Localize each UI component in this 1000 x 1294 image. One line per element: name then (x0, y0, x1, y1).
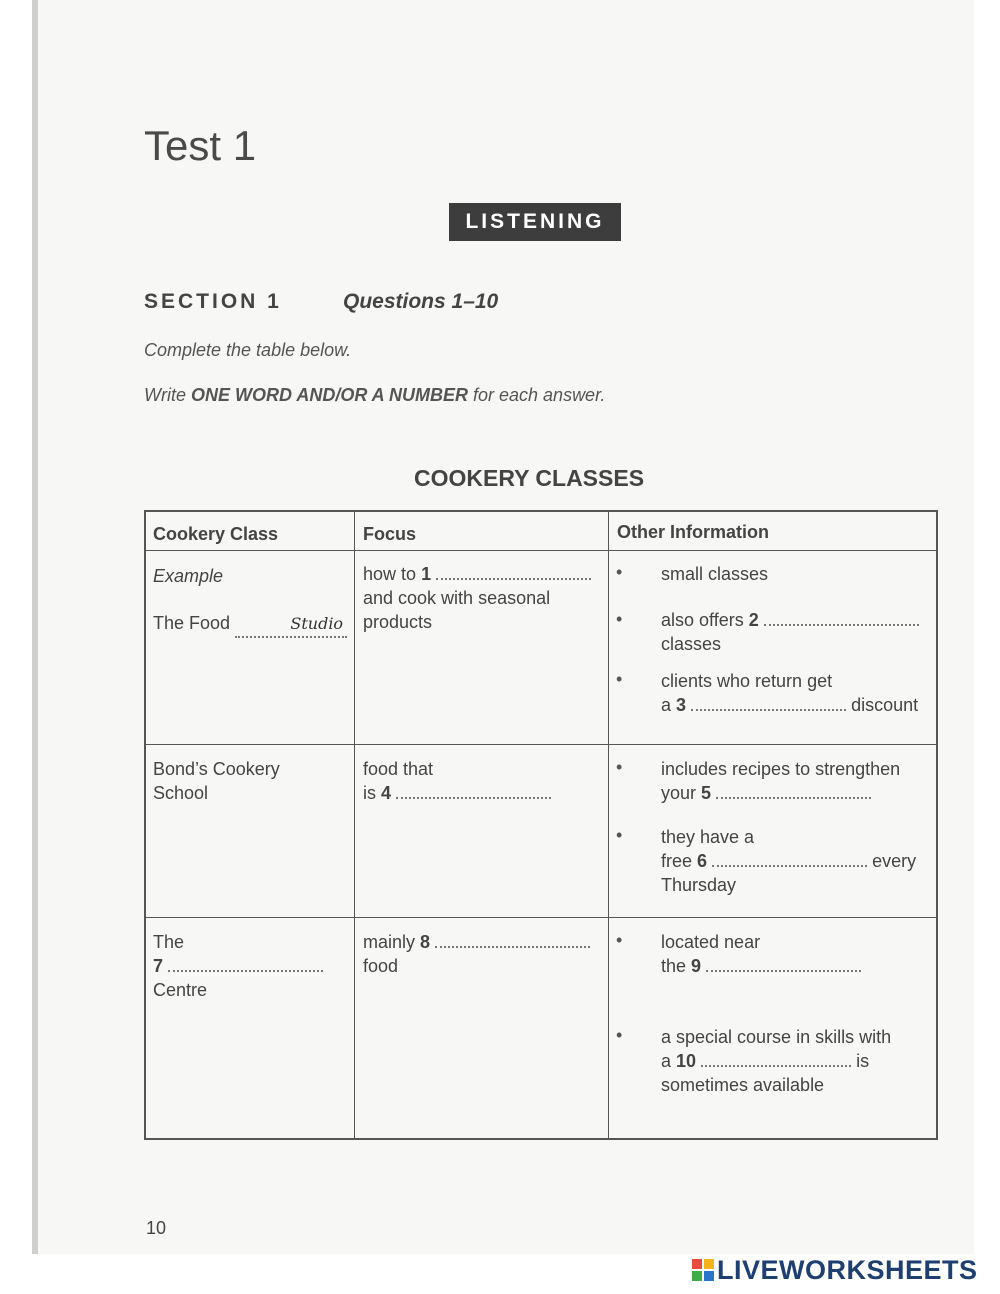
bullet: • (616, 562, 623, 582)
liveworksheets-logo (692, 1254, 978, 1286)
page-number: 10 (146, 1218, 167, 1238)
instruction-write: Write ONE WORD AND/OR A NUMBER for each answer. (144, 385, 606, 405)
answer-blank-4[interactable] (396, 783, 551, 799)
answer-blank-9[interactable] (706, 956, 861, 972)
section-label: SECTION 1 (144, 290, 282, 313)
class-row3: The 7 Centre (153, 930, 323, 1002)
test-title: Test 1 (144, 122, 257, 169)
info-located-near: located near the 9 (661, 930, 861, 978)
answer-blank-5[interactable] (716, 783, 871, 799)
row-divider (146, 917, 936, 918)
answer-blank-7[interactable] (168, 956, 323, 972)
row-divider (146, 550, 936, 551)
info-returning-clients: clients who return get a 3 discount (661, 671, 919, 715)
example-class-name: The Food Studio (153, 611, 347, 638)
focus-row3: mainly 8 food (363, 930, 590, 978)
info-small-classes: small classes (661, 564, 769, 584)
header-focus: Focus (363, 524, 417, 544)
focus-row1: how to 1 and cook with seasonal products (363, 562, 591, 634)
answer-blank-8[interactable] (435, 932, 590, 948)
answer-blank-1[interactable] (436, 564, 591, 580)
instruction-complete: Complete the table below. (144, 340, 352, 360)
column-divider (608, 512, 609, 1138)
info-also-offers: also offers 2 classes (661, 608, 919, 656)
answer-blank-6[interactable] (712, 851, 867, 867)
cookery-table (144, 510, 938, 1140)
table-title: COOKERY CLASSES (414, 465, 645, 491)
focus-row2: food that is 4 (363, 757, 551, 805)
bullet: • (616, 930, 623, 950)
row-divider (146, 744, 936, 745)
bullet: • (616, 609, 623, 629)
answer-blank-10[interactable] (701, 1051, 851, 1067)
logo-grid-icon (692, 1259, 714, 1281)
answer-blank-2[interactable] (764, 610, 919, 626)
listening-badge: LISTENING (449, 203, 621, 241)
header-other-information: Other Information (617, 522, 769, 542)
example-answer: Studio (235, 612, 347, 638)
bullet: • (616, 825, 623, 845)
info-free-thursday: they have a free 6 every Thursday (661, 827, 917, 895)
bullet: • (616, 1025, 623, 1045)
info-special-course: a special course in skills with a 10 is sometimes available (661, 1027, 892, 1095)
answer-blank-3[interactable] (691, 695, 846, 711)
logo-text: LIVEWORKSHEETS (717, 1254, 978, 1285)
example-label: Example (153, 566, 224, 586)
questions-label: Questions 1–10 (343, 290, 499, 313)
bullet: • (616, 669, 623, 689)
class-bonds-cookery: Bond’s Cookery School (153, 759, 280, 803)
bullet: • (616, 757, 623, 777)
info-recipes: includes recipes to strengthen your 5 (661, 759, 901, 803)
column-divider (354, 512, 355, 1138)
header-cookery-class: Cookery Class (153, 524, 279, 544)
